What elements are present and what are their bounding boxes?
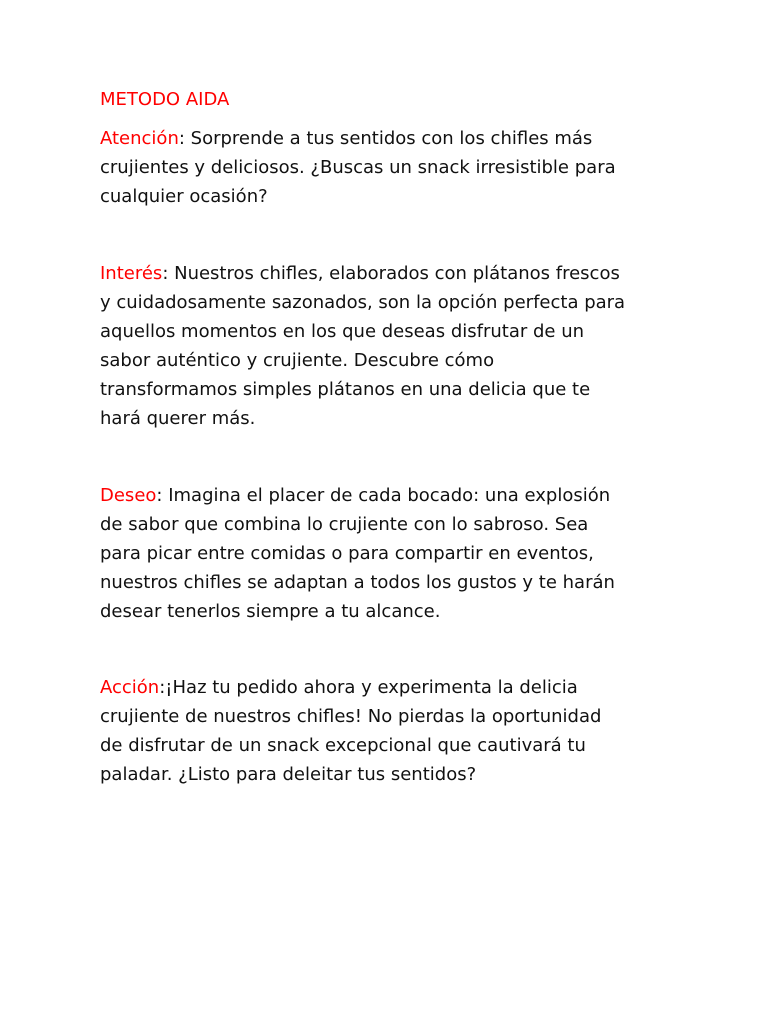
line-text: :¡Haz tu pedido ahora y experimenta la delicia (159, 677, 578, 698)
line-text: : Nuestros chifles, elaborados con plátanos frescos (162, 263, 620, 284)
page-title: METODO AIDA (100, 89, 230, 110)
section-label: Atención (100, 128, 179, 149)
section-label: Deseo (100, 485, 157, 506)
text-line (100, 673, 620, 702)
text-line: para picar entre comidas o para compartir en eventos, (100, 543, 594, 564)
line-text: : Sorprende a tus sentidos con los chifles más (178, 128, 593, 149)
section-label: Acción (100, 677, 160, 698)
text-line: de disfrutar de un snack excepcional que cautivará tu (100, 735, 586, 756)
line-text: : Imagina el placer de cada bocado: una explosión (156, 485, 611, 506)
text-line: sabor auténtico y crujiente. Descubre cómo (100, 350, 495, 371)
text-line: aquellos momentos en los que deseas disfrutar de un (100, 321, 585, 342)
text-line (100, 481, 620, 510)
text-line: crujiente de nuestros chifles! No pierdas la oportunidad (100, 706, 602, 727)
section-label: Interés (100, 263, 163, 284)
text-line: paladar. ¿Listo para deleitar tus sentidos? (100, 764, 477, 785)
text-line (100, 259, 620, 288)
section-interes (100, 259, 626, 433)
text-line: cualquier ocasión? (100, 186, 268, 207)
text-line (100, 124, 620, 153)
text-line: de sabor que combina lo crujiente con lo sabroso. Sea (100, 514, 589, 535)
section-atencion (100, 124, 620, 211)
text-line: transformamos simples plátanos en una delicia que te (100, 379, 591, 400)
section-accion (100, 673, 620, 789)
text-line: desear tenerlos siempre a tu alcance. (100, 601, 441, 622)
text-line: nuestros chifles se adaptan a todos los gustos y te harán (100, 572, 615, 593)
text-line: y cuidadosamente sazonados, son la opción perfecta para (100, 292, 626, 313)
text-line: hará querer más. (100, 408, 256, 429)
section-deseo (100, 481, 620, 626)
text-line: crujientes y deliciosos. ¿Buscas un snack irresistible para (100, 157, 616, 178)
